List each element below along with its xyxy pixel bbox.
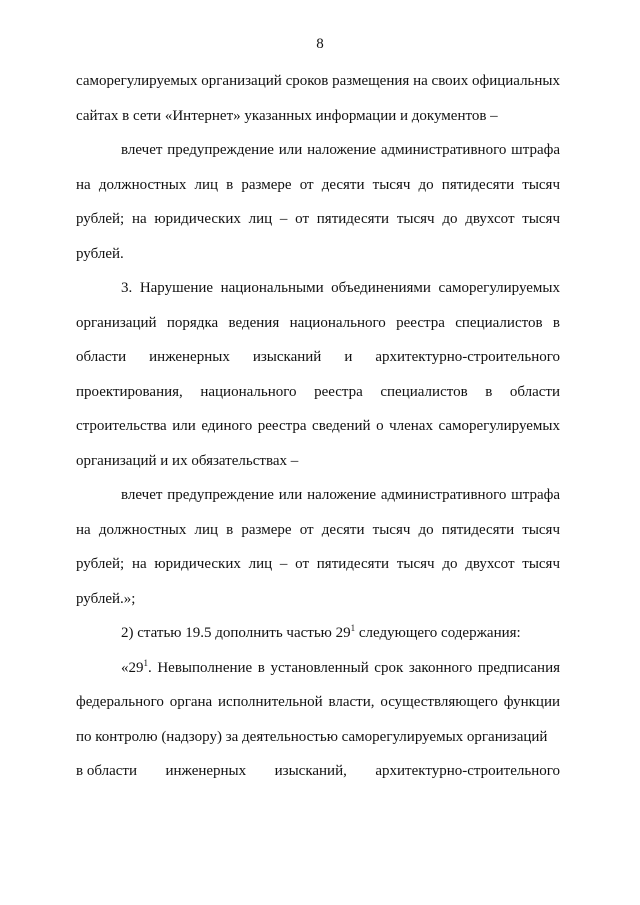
last-line-word: инженерных	[165, 763, 247, 779]
paragraph-penalty-2: влечет предупреждение или наложение административного штрафа на должностных лиц в размере от десяти тысяч до пятидесяти тысяч рублей; на юридических лиц – от пятидесяти тысяч до двухсот тысяч рублей.»;	[76, 487, 560, 607]
part-text: . Невыполнение в установленный срок законного предписания федерального органа исполнительной власти, осуществляющего функции по контролю (надзору) за деятельностью саморегулируемых организаций	[76, 659, 560, 745]
paragraph-item-3: 3. Нарушение национальными объединениями саморегулируемых организаций порядка ведения национального реестра специалистов в области инженерных изысканий и архитектурно-строительного проектирования, национального реестра специалистов в области строительства или единого реестра сведений о членах саморегулируемых организаций и их обязательствах –	[76, 280, 560, 469]
amend-text-start: 2) статью 19.5 дополнить частью 29	[121, 625, 351, 641]
last-line-word: архитектурно-строительного	[375, 763, 560, 779]
page-number: 8	[316, 36, 324, 52]
document-body	[76, 64, 560, 789]
last-line-word: в области	[76, 763, 137, 779]
amend-superscript: 1	[350, 623, 356, 633]
part-superscript: 1	[143, 657, 148, 668]
paragraph-amend-19-5	[76, 616, 560, 651]
last-line-word: изысканий,	[274, 763, 347, 779]
paragraph-part-29-1-last-line	[76, 754, 560, 789]
amend-text-end: следующего содержания:	[355, 625, 521, 641]
paragraph-penalty-1: влечет предупреждение или наложение административного штрафа на должностных лиц в размере от десяти тысяч до пятидесяти тысяч рублей; на юридических лиц – от пятидесяти тысяч до двухсот тысяч рублей.	[76, 142, 560, 262]
part-number: «29	[121, 659, 144, 676]
paragraph-publication-deadlines: саморегулируемых организаций сроков размещения на своих официальных сайтах в сети «Интернет» указанных информации и документов –	[76, 73, 560, 124]
paragraph-part-29-1	[76, 651, 560, 755]
